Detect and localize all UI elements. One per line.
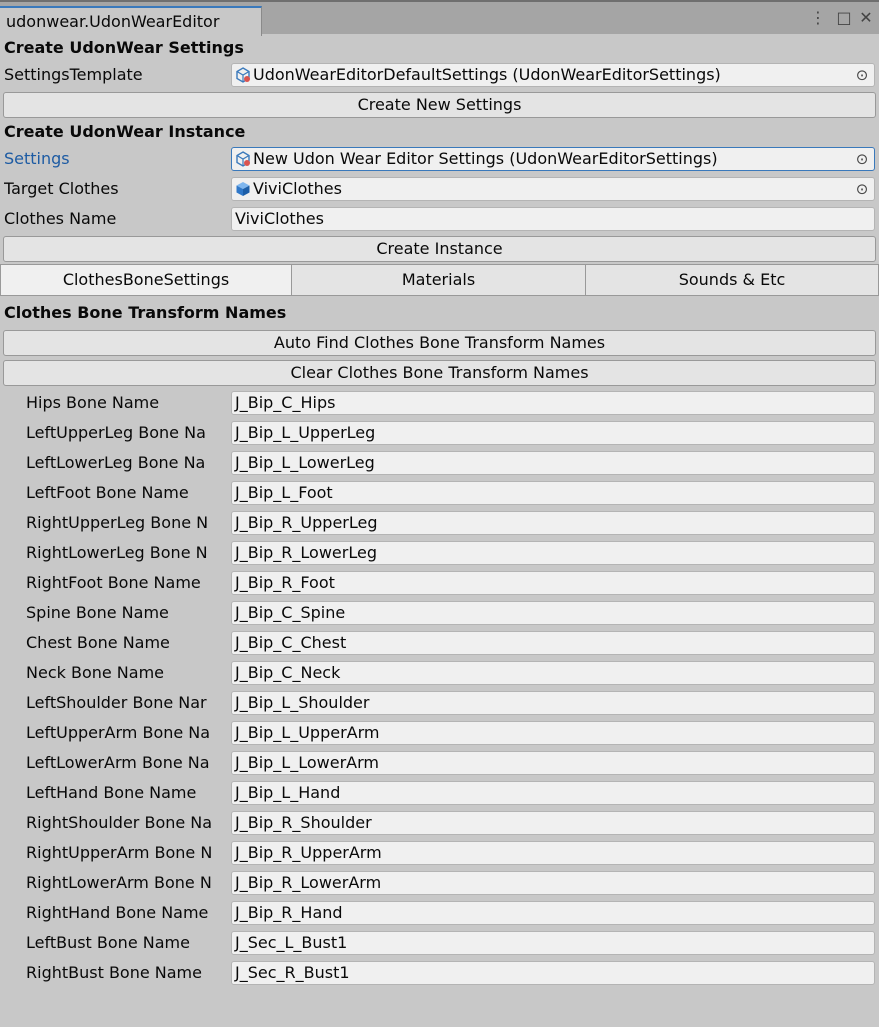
bone-name-input[interactable]: J_Bip_C_Spine <box>231 601 875 625</box>
bone-label: LeftLowerArm Bone Na <box>26 753 210 772</box>
bone-row <box>0 418 879 448</box>
bone-label: LeftHand Bone Name <box>26 783 197 802</box>
bone-label: LeftShoulder Bone Nar <box>26 693 207 712</box>
bone-row <box>0 478 879 508</box>
clothes-name-row <box>0 204 879 234</box>
bone-label: Hips Bone Name <box>26 393 160 412</box>
bone-label: RightBust Bone Name <box>26 963 202 982</box>
create-new-settings-button[interactable]: Create New Settings <box>3 92 876 118</box>
maximize-icon[interactable]: □ <box>836 8 852 27</box>
bone-name-input[interactable]: J_Bip_L_Foot <box>231 481 875 505</box>
bone-name-input[interactable]: J_Bip_R_UpperLeg <box>231 511 875 535</box>
bone-label: RightLowerArm Bone N <box>26 873 212 892</box>
create-instance-button[interactable]: Create Instance <box>3 236 876 262</box>
bone-name-input[interactable]: J_Bip_R_LowerLeg <box>231 541 875 565</box>
create-instance-heading: Create UdonWear Instance <box>4 122 246 141</box>
bone-label: LeftFoot Bone Name <box>26 483 189 502</box>
settings-template-label: SettingsTemplate <box>4 65 143 84</box>
bone-name-input[interactable]: J_Bip_L_Shoulder <box>231 691 875 715</box>
bone-section-heading-row <box>0 298 879 328</box>
bone-label: RightLowerLeg Bone N <box>26 543 208 562</box>
window-tab[interactable]: udonwear.UdonWearEditor <box>0 6 262 36</box>
bone-row <box>0 508 879 538</box>
bone-name-input[interactable]: J_Sec_L_Bust1 <box>231 931 875 955</box>
bone-name-input[interactable]: J_Bip_R_LowerArm <box>231 871 875 895</box>
target-clothes-label: Target Clothes <box>4 179 119 198</box>
settings-template-field[interactable] <box>231 63 875 87</box>
bone-row <box>0 808 879 838</box>
bone-label: Neck Bone Name <box>26 663 164 682</box>
object-picker-icon[interactable]: ⊙ <box>855 150 869 168</box>
bone-name-input[interactable]: J_Bip_L_Hand <box>231 781 875 805</box>
create-instance-heading-row <box>0 117 879 147</box>
scriptable-object-icon <box>235 151 251 167</box>
bone-name-input[interactable]: J_Bip_C_Chest <box>231 631 875 655</box>
auto-find-bones-button[interactable]: Auto Find Clothes Bone Transform Names <box>3 330 876 356</box>
bone-label: RightUpperLeg Bone N <box>26 513 209 532</box>
bone-name-input[interactable]: J_Bip_L_UpperArm <box>231 721 875 745</box>
create-instance-row <box>0 234 879 264</box>
bone-row <box>0 658 879 688</box>
settings-field[interactable] <box>231 147 875 171</box>
bone-name-input[interactable]: J_Bip_C_Neck <box>231 661 875 685</box>
bone-label: LeftLowerLeg Bone Na <box>26 453 206 472</box>
bone-name-input[interactable]: J_Bip_R_Foot <box>231 571 875 595</box>
bone-row <box>0 388 879 418</box>
target-clothes-field[interactable] <box>231 177 875 201</box>
object-picker-icon[interactable]: ⊙ <box>855 180 869 198</box>
bone-label: Chest Bone Name <box>26 633 170 652</box>
scriptable-object-icon <box>235 67 251 83</box>
bone-row <box>0 448 879 478</box>
create-new-settings-row <box>0 90 879 120</box>
bone-row <box>0 778 879 808</box>
section-toolbar <box>0 264 879 296</box>
bone-name-input[interactable]: J_Bip_R_Hand <box>231 901 875 925</box>
bone-label: LeftUpperLeg Bone Na <box>26 423 206 442</box>
bone-row <box>0 748 879 778</box>
target-clothes-row <box>0 174 879 204</box>
bone-section-heading: Clothes Bone Transform Names <box>4 303 287 322</box>
bone-label: Spine Bone Name <box>26 603 169 622</box>
bone-name-input[interactable]: J_Bip_C_Hips <box>231 391 875 415</box>
clear-bones-row <box>0 358 879 388</box>
create-settings-heading-row <box>0 33 879 63</box>
prefab-cube-icon <box>235 181 251 197</box>
bone-row <box>0 838 879 868</box>
bone-row <box>0 598 879 628</box>
bone-row <box>0 628 879 658</box>
tab-materials[interactable]: Materials <box>291 264 586 296</box>
settings-row <box>0 144 879 174</box>
bone-label: LeftBust Bone Name <box>26 933 190 952</box>
bone-label: RightShoulder Bone Na <box>26 813 213 832</box>
bone-label: RightUpperArm Bone N <box>26 843 213 862</box>
bone-name-input[interactable]: J_Sec_R_Bust1 <box>231 961 875 985</box>
bone-row <box>0 568 879 598</box>
bone-row <box>0 958 879 988</box>
bone-name-input[interactable]: J_Bip_L_LowerArm <box>231 751 875 775</box>
bone-label: RightFoot Bone Name <box>26 573 201 592</box>
bone-row <box>0 898 879 928</box>
bone-row <box>0 718 879 748</box>
bone-label: LeftUpperArm Bone Na <box>26 723 211 742</box>
settings-label: Settings <box>4 149 70 168</box>
bone-name-input[interactable]: J_Bip_L_LowerLeg <box>231 451 875 475</box>
bone-row <box>0 868 879 898</box>
clothes-name-label: Clothes Name <box>4 209 117 228</box>
tab-sounds-etc[interactable]: Sounds & Etc <box>585 264 879 296</box>
menu-dots-icon[interactable]: ⋮ <box>810 8 826 27</box>
target-clothes-value: ViviClothes <box>253 179 342 198</box>
bone-row <box>0 538 879 568</box>
clothes-name-input[interactable]: ViviClothes <box>231 207 875 231</box>
bone-row <box>0 688 879 718</box>
bone-name-input[interactable]: J_Bip_R_Shoulder <box>231 811 875 835</box>
auto-find-row <box>0 328 879 358</box>
object-picker-icon[interactable]: ⊙ <box>855 66 869 84</box>
clear-bones-button[interactable]: Clear Clothes Bone Transform Names <box>3 360 876 386</box>
window-tab-bar <box>0 0 879 34</box>
bone-label: RightHand Bone Name <box>26 903 209 922</box>
bone-name-input[interactable]: J_Bip_R_UpperArm <box>231 841 875 865</box>
create-settings-heading: Create UdonWear Settings <box>4 38 244 57</box>
close-icon[interactable]: ✕ <box>859 8 873 27</box>
settings-value: New Udon Wear Editor Settings (UdonWearEditorSettings) <box>253 149 718 168</box>
settings-template-value: UdonWearEditorDefaultSettings (UdonWearEditorSettings) <box>253 65 721 84</box>
settings-template-row <box>0 60 879 90</box>
tab-clothes-bone-settings[interactable]: ClothesBoneSettings <box>0 264 292 296</box>
bone-row <box>0 928 879 958</box>
bone-name-input[interactable]: J_Bip_L_UpperLeg <box>231 421 875 445</box>
